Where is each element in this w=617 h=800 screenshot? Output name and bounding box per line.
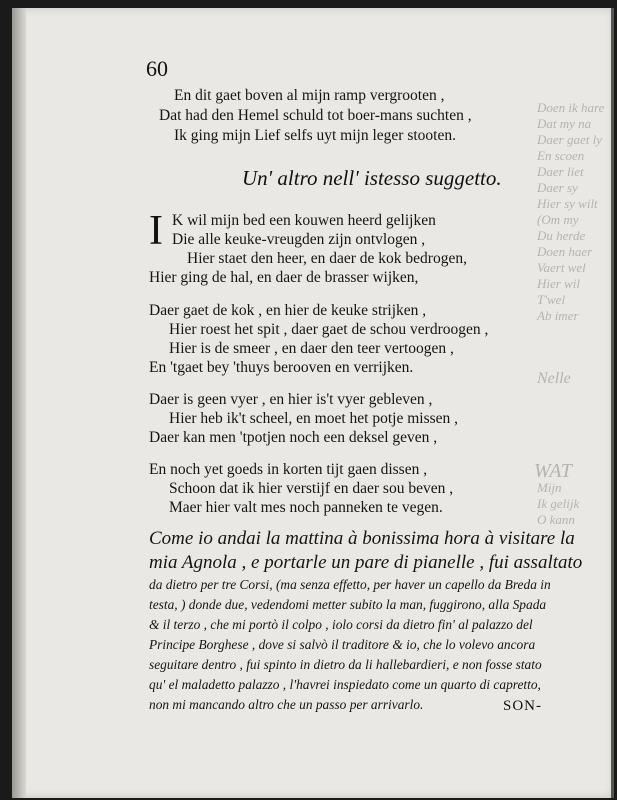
bleed-through-text: Doen ik hare Dat my na Daer gaet ly En scoen Daer liet Daer sy Hier sy wilt (Om my Du herde Doen haer Vaert wel Hier wil T'wel Ab imer Nelle WAT Mijn Ik gelijk O kann — [534, 100, 605, 527]
stanza4-line-2: Schoon dat ik hier verstijf en daer sou beven , — [169, 480, 454, 497]
prose-line-9: non mi mancando altro che un passo per arrivarlo. — [149, 697, 424, 712]
prose-line-6: Principe Borghese , dove si salvò il traditore & io, che lo volevo ancora — [149, 637, 536, 652]
catchword: SON- — [503, 698, 543, 714]
stanza2-line-4: En 'tgaet bey 'thuys berooven en verrijken. — [149, 359, 414, 376]
book-page — [12, 8, 614, 798]
poem-title: Un' altro nell' istesso suggetto. — [242, 166, 502, 190]
prose-line-8: qu' el maladetto palazzo , l'havrei inspiedato come un quarto di capretto, — [149, 677, 541, 692]
stanza2-line-3: Hier is de smeer , en daer den teer vertoogen , — [169, 340, 454, 357]
prose-line-2: mia Agnola , e portarle un pare di pianelle , fui assaltato — [149, 552, 583, 573]
stanza3-line-3: Daer kan men 'tpotjen noch een deksel geven , — [149, 429, 438, 446]
prose-line-7: seguitare dentro , fui spinto in dietro da li hallebardieri, e non fosse stato — [149, 657, 542, 672]
stanza1-line-2: Die alle keuke-vreugden zijn ontvlogen , — [172, 231, 426, 248]
prose-line-1: Come io andai la mattina à bonissima hora à visitare la — [149, 528, 575, 549]
stanza2-line-2: Hier roest het spit , daer gaet de schou verdroogen , — [169, 321, 489, 338]
opening-line-1: En dit gaet boven al mijn ramp vergrooten , — [174, 87, 445, 104]
stanza1-line-4: Hier ging de hal, en daer de brasser wijken, — [149, 269, 419, 286]
stanza4-line-3: Maer hier valt mes noch panneken te vegen. — [169, 499, 443, 516]
stanza3-line-1: Daer is geen vyer , en hier is't vyer gebleven , — [149, 391, 433, 408]
page-number: 60 — [146, 56, 168, 81]
prose-line-4: testa, ) donde due, vedendomi metter subito la man, fuggirono, alla Spada — [149, 597, 547, 612]
stanza4-line-1: En noch yet goeds in korten tijt gaen dissen , — [149, 461, 428, 478]
prose-line-5: & il terzo , che mi portò il colpo , iolo corsi da dietro fin' al palazzo del — [149, 617, 533, 632]
stanza3-line-2: Hier heb ik't scheel, en moet het potje missen , — [169, 410, 459, 427]
opening-line-3: Ik ging mijn Lief selfs uyt mijn leger stooten. — [174, 127, 456, 144]
opening-line-2: Dat had den Hemel schuld tot boer-mans suchten , — [159, 107, 472, 124]
stanza1-line-3: Hier staet den heer, en daer de kok bedrogen, — [187, 250, 467, 267]
drop-cap: I — [149, 208, 163, 254]
stanza2-line-1: Daer gaet de kok , en hier de keuke strijken , — [149, 302, 427, 319]
stanza1-line-1: K wil mijn bed een kouwen heerd gelijken — [172, 212, 436, 229]
prose-line-3: da dietro per tre Corsi, (ma senza effetto, per haver un capello da Breda in — [149, 577, 551, 592]
